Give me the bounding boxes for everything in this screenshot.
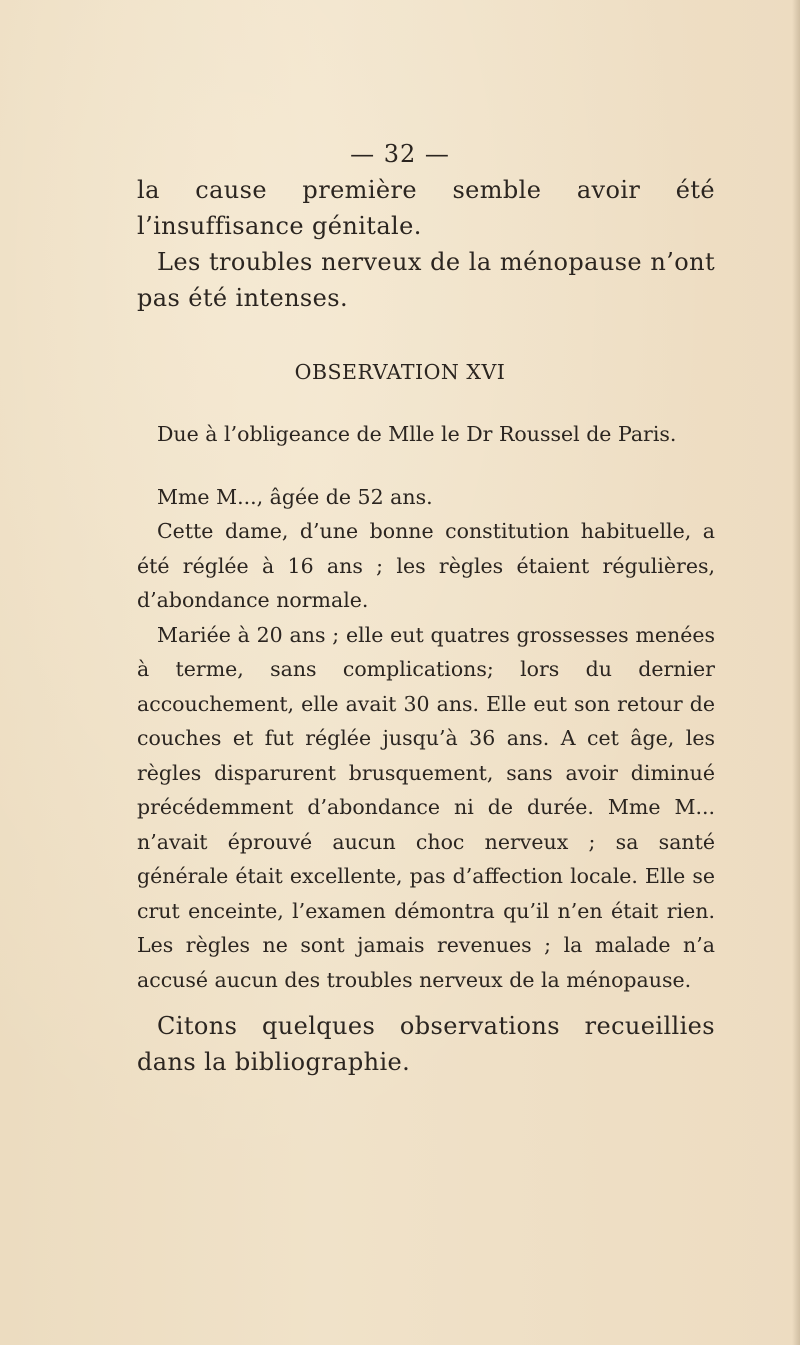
intro-text (137, 172, 715, 316)
observation-body (137, 417, 715, 997)
closing-text (137, 1008, 715, 1080)
closing-paragraph: Citons quelques observations recueillies dans la bibliographie. (137, 1012, 715, 1076)
page-edge-shadow (792, 0, 800, 1345)
observation-history: Mariée à 20 ans ; elle eut quatres grossesses menées à terme, sans complications; lors du dernier accouchement, elle avait 30 ans. Elle eut son retour de couches et fut réglée jusqu’à 36 ans. A cet âge, les règles disparurent brusquement, sans avoir diminué précédemment d’abondance ni de durée. Mme M... n’avait éprouvé aucun choc nerveux ; sa santé générale était excellente, pas d’affection locale. Elle se crut enceinte, l’examen démontra qu’il n’en était rien. Les règles ne sont jamais revenues ; la malade n’a accusé aucun des troubles nerveux de la ménopause. (137, 622, 715, 992)
observation-title: OBSERVATION XVI (294, 360, 506, 384)
page-number: — 32 — (350, 140, 450, 168)
intro-paragraph-2: Les troubles nerveux de la ménopause n’ont pas été intenses. (137, 248, 715, 312)
observation-age: Mme M..., âgée de 52 ans. (157, 484, 433, 509)
observation-constitution: Cette dame, d’une bonne constitution habituelle, a été réglée à 16 ans ; les règles étaient régulières, d’abondance normale. (137, 519, 715, 612)
observation-credit: Due à l’obligeance de Mlle le Dr Roussel de Paris. (157, 422, 677, 446)
intro-paragraph-1: la cause première semble avoir été l’insuffisance génitale. (137, 176, 715, 240)
